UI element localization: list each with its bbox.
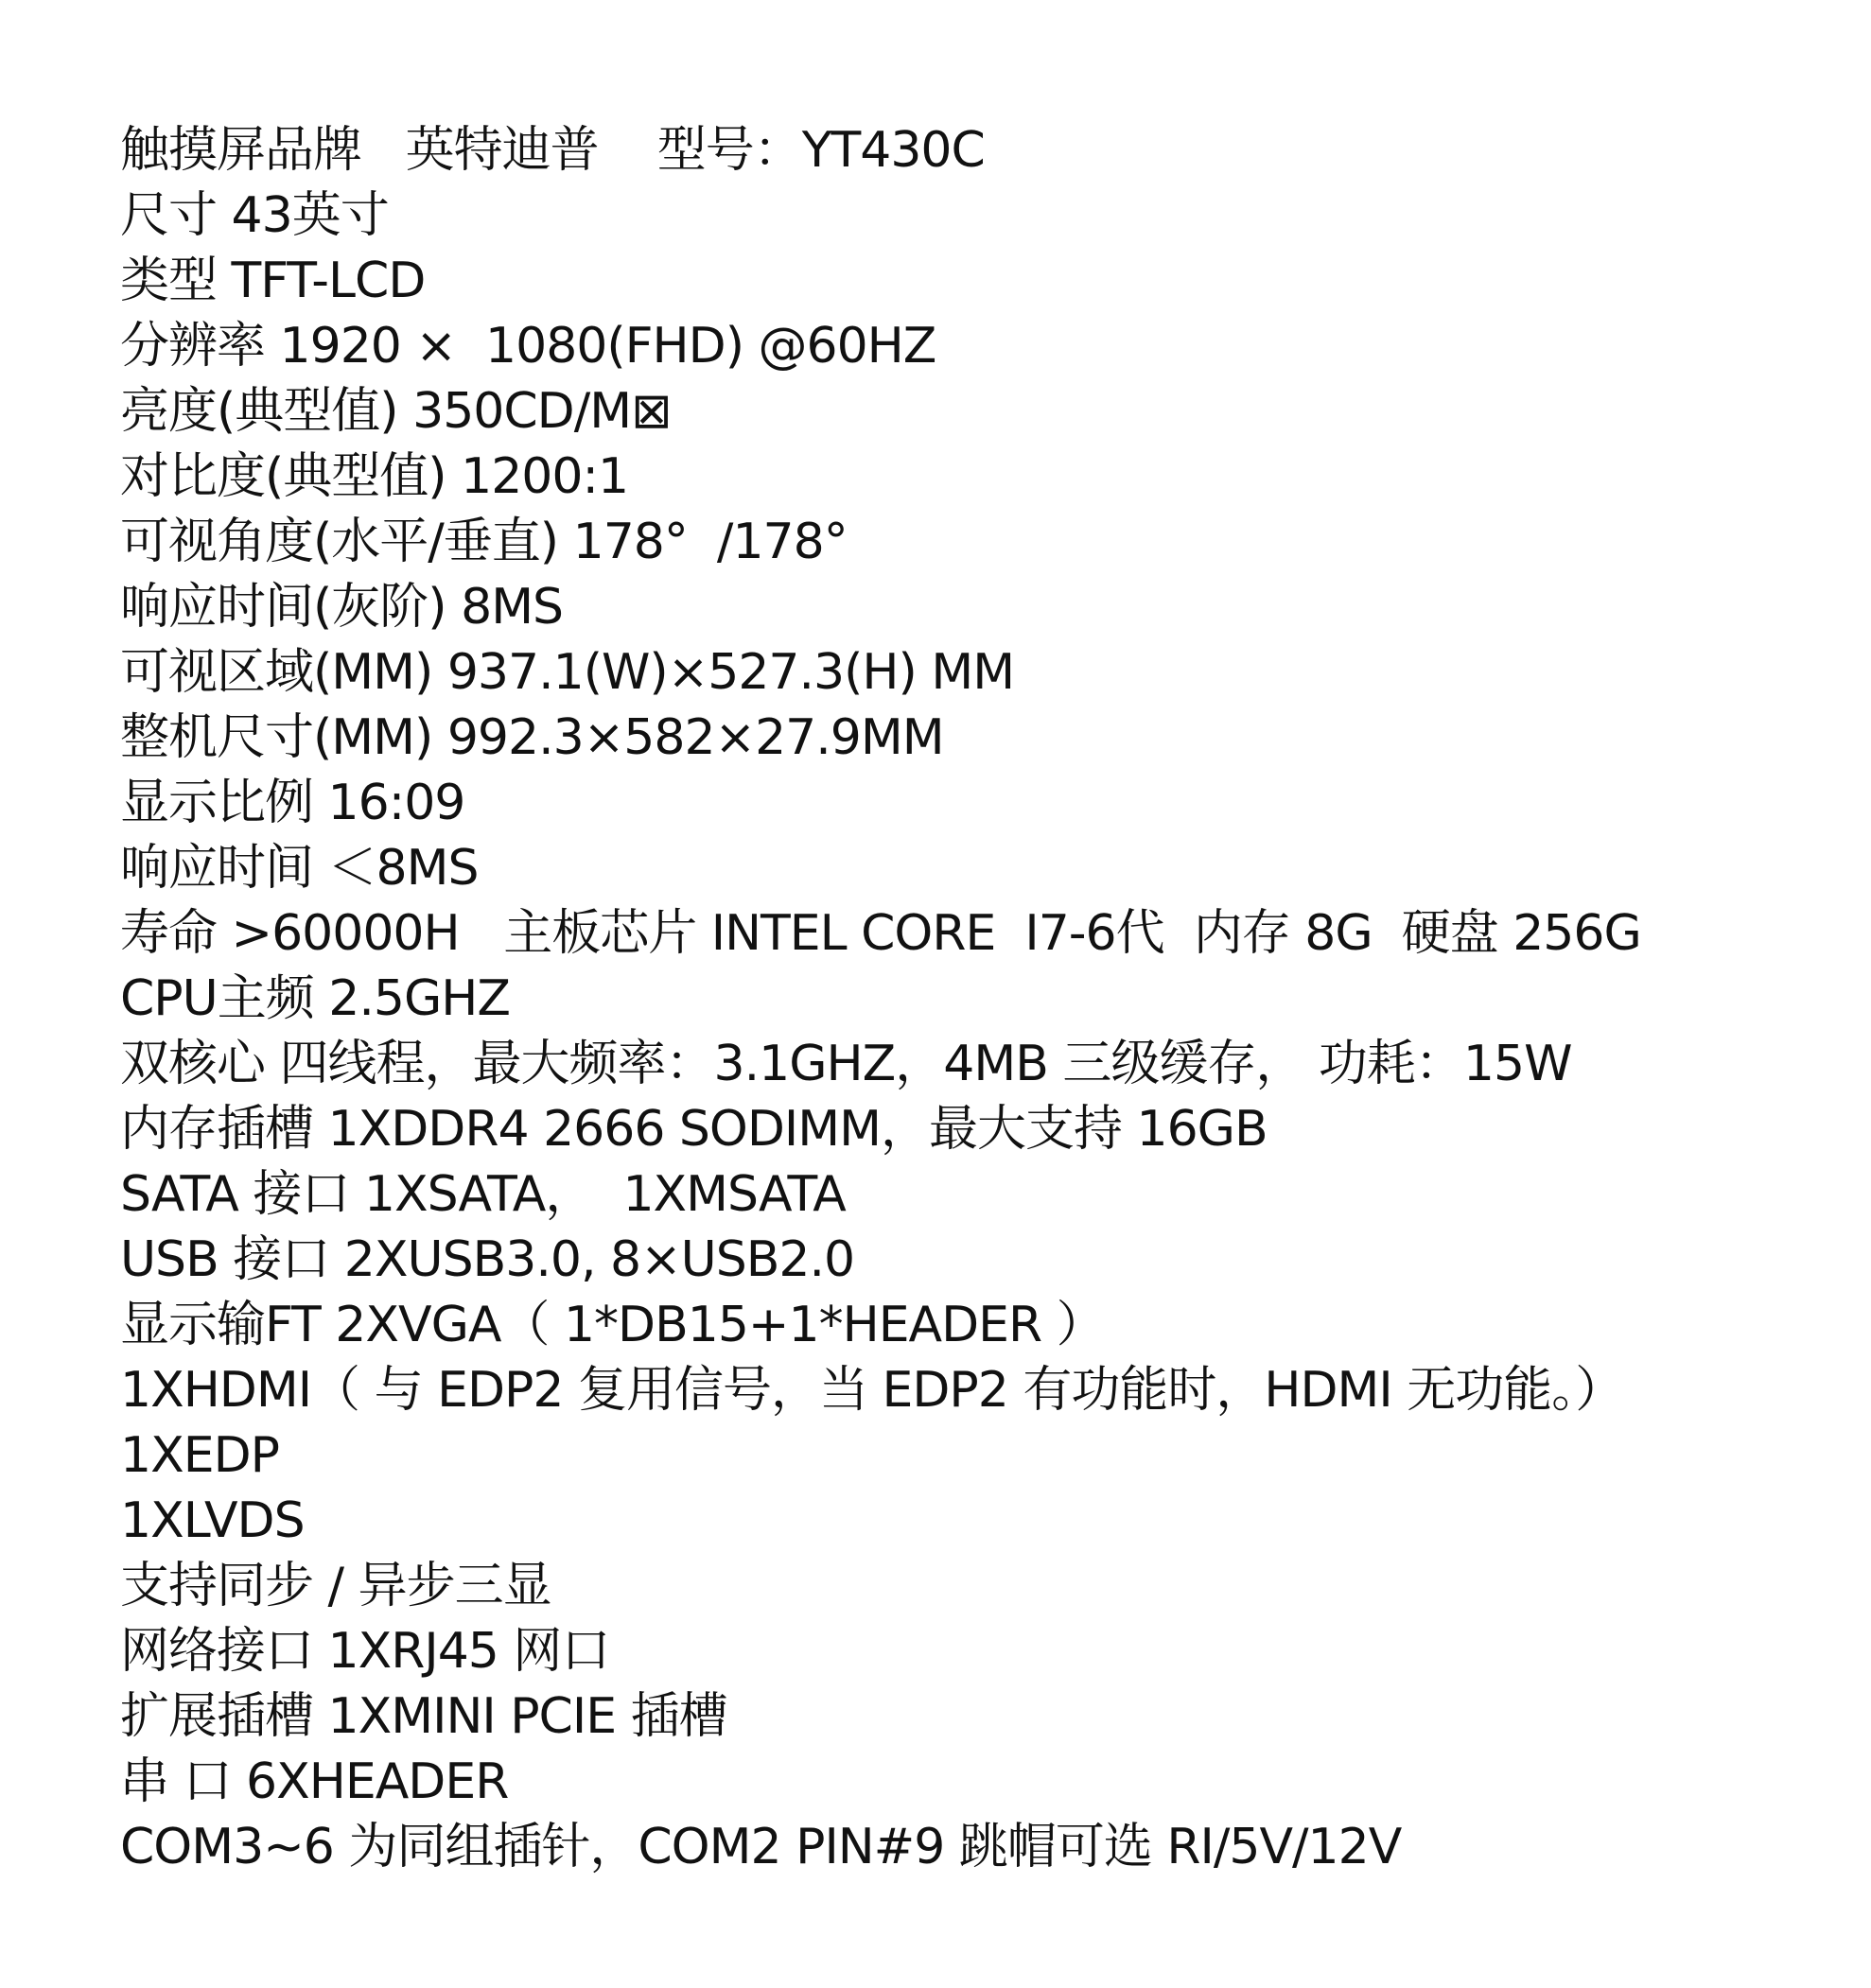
spec-line-type: 类型 TFT-LCD <box>120 253 426 309</box>
spec-line-edp: 1XEDP <box>120 1427 279 1484</box>
spec-line-expansion-slot: 扩展插槽 1XMINI PCIE 插槽 <box>120 1688 727 1745</box>
spec-line-usb: USB 接口 2XUSB3.0, 8×USB2.0 <box>120 1231 855 1288</box>
spec-line-resolution: 分辨率 1920 × 1080(FHD) @60HZ <box>120 318 936 375</box>
spec-line-com-pins: COM3~6 为同组插针，COM2 PIN#9 跳帽可选 RI/5V/12V <box>120 1819 1402 1875</box>
spec-line-aspect-ratio: 显示比例 16:09 <box>120 775 465 831</box>
spec-line-cpu-cores: 双核心 四线程，最大频率：3.1GHZ，4MB 三级缓存， 功耗：15W <box>120 1036 1572 1092</box>
spec-line-response-time-gray: 响应时间(灰阶) 8MS <box>120 579 564 636</box>
spec-line-display-output: 显示输FT 2XVGA（ 1*DB15+1*HEADER ） <box>120 1297 1105 1353</box>
spec-sheet <box>120 118 1823 1880</box>
spec-line-size: 尺寸 43英寸 <box>120 187 389 244</box>
spec-line-brightness: 亮度(典型值) 350CD/M⊠ <box>120 383 672 440</box>
spec-line-overall-size: 整机尺寸(MM) 992.3×582×27.9MM <box>120 709 944 766</box>
spec-line-brand-model: 触摸屏品牌 英特迪普 型号：YT430C <box>120 122 985 179</box>
spec-line-cpu-frequency: CPU主频 2.5GHZ <box>120 970 510 1027</box>
spec-line-sata: SATA 接口 1XSATA， 1XMSATA <box>120 1166 846 1223</box>
spec-line-visible-area: 可视区域(MM) 937.1(W)×527.3(H) MM <box>120 644 1015 701</box>
spec-line-contrast: 对比度(典型值) 1200:1 <box>120 448 629 505</box>
spec-line-network: 网络接口 1XRJ45 网口 <box>120 1623 610 1680</box>
spec-line-response-time: 响应时间 ＜8MS <box>120 840 479 897</box>
spec-line-memory-slot: 内存插槽 1XDDR4 2666 SODIMM，最大支持 16GB <box>120 1101 1268 1158</box>
spec-line-hdmi: 1XHDMI（ 与 EDP2 复用信号，当 EDP2 有功能时，HDMI 无功能。） <box>120 1362 1624 1419</box>
spec-line-lifetime-mainboard: 寿命 >60000H 主板芯片 INTEL CORE I7-6代 内存 8G 硬盘 256G <box>120 905 1641 962</box>
spec-line-lvds: 1XLVDS <box>120 1492 305 1549</box>
spec-line-viewing-angle: 可视角度(水平/垂直) 178° /178° <box>120 514 848 570</box>
spec-line-triple-display: 支持同步 / 异步三显 <box>120 1558 551 1614</box>
spec-line-serial-port: 串 口 6XHEADER <box>120 1753 509 1810</box>
